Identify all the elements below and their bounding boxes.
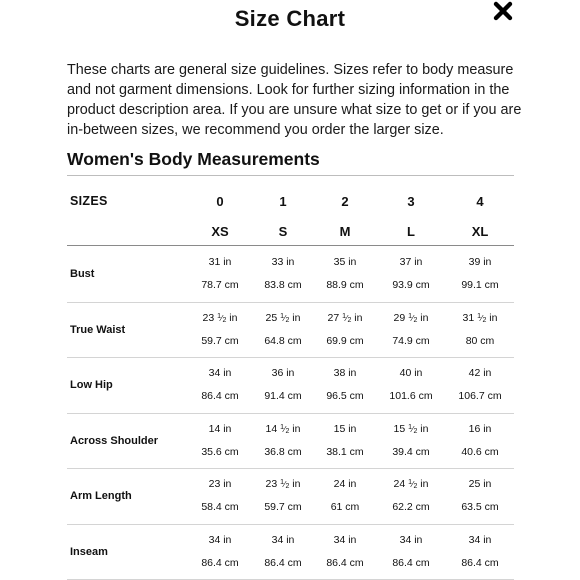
table-row-label: Bust — [70, 268, 95, 280]
measurement-cm: 86.4 cm — [326, 556, 364, 569]
measurement-inches: 34 in — [208, 533, 232, 546]
measurement-cm: 39.4 cm — [392, 445, 430, 458]
sizes-header-label: SIZES — [70, 194, 108, 208]
measurement-cm: 88.9 cm — [326, 279, 364, 291]
column-header-size-letter: S — [278, 224, 288, 239]
measurement-inches: 15 $^1⁄_2$ in — [393, 422, 429, 435]
measurement-inches: 14 in — [208, 422, 232, 435]
measurement-inches: 39 in — [468, 256, 492, 268]
measurement-cm: 74.9 cm — [392, 334, 430, 347]
row-divider — [67, 302, 514, 303]
measurement-inches: 34 in — [333, 533, 357, 546]
measurement-cm: 59.7 cm — [201, 334, 239, 347]
measurement-cm: 38.1 cm — [326, 445, 364, 458]
measurement-cm: 86.4 cm — [201, 556, 239, 569]
measurement-inches: 24 in — [333, 478, 357, 490]
measurement-cm: 101.6 cm — [389, 390, 433, 402]
size-guideline-text: These charts are general size guidelines. Sizes refer to body measure and not garment dimensions. Look for further sizing information in the product description area. If you are unsure what size to get or if you are in-between sizes, we recommend you order the larger size. — [67, 62, 522, 138]
measurement-inches: 25 in — [468, 478, 492, 490]
column-header-size-num: 1 — [279, 194, 287, 209]
measurement-inches: 34 in — [399, 533, 423, 546]
measurement-cm: 61 cm — [330, 501, 360, 513]
measurement-inches: 40 in — [399, 367, 423, 379]
column-header-size-letter: XL — [471, 224, 489, 239]
measurement-cm: 36.8 cm — [264, 445, 302, 458]
table-row-label: Arm Length — [70, 490, 132, 502]
measurement-inches: 42 in — [468, 367, 492, 379]
section-title: Women's Body Measurements — [67, 149, 320, 169]
measurement-inches: 23 in — [208, 478, 232, 490]
column-header-size-letter: L — [407, 224, 415, 239]
measurement-inches: 24 $^1⁄_2$ in — [393, 478, 429, 490]
measurement-inches: 38 in — [333, 367, 357, 379]
measurement-cm: 86.4 cm — [264, 556, 302, 569]
measurement-cm: 58.4 cm — [201, 501, 239, 513]
measurement-cm: 80 cm — [465, 334, 495, 347]
measurement-inches: 25 $^1⁄_2$ in — [265, 311, 301, 324]
measurement-inches: 31 $^1⁄_2$ in — [462, 311, 498, 324]
measurement-inches: 34 in — [271, 533, 295, 546]
measurement-cm: 59.7 cm — [264, 501, 302, 513]
measurement-inches: 35 in — [333, 256, 357, 268]
measurement-cm: 69.9 cm — [326, 334, 364, 347]
header-divider — [67, 245, 514, 246]
measurement-inches: 23 $^1⁄_2$ in — [202, 311, 238, 324]
table-row-label: Inseam — [70, 545, 108, 558]
measurement-cm: 64.8 cm — [264, 334, 302, 347]
measurement-cm: 86.4 cm — [392, 556, 430, 569]
column-header-size-num: 2 — [341, 194, 349, 209]
page-title: Size Chart — [234, 6, 346, 31]
table-row-label: Low Hip — [70, 379, 113, 391]
measurement-inches: 27 $^1⁄_2$ in — [327, 311, 363, 324]
measurement-inches: 31 in — [208, 256, 232, 268]
measurement-cm: 62.2 cm — [392, 501, 430, 513]
measurement-cm: 91.4 cm — [264, 390, 302, 402]
measurement-inches: 36 in — [271, 367, 295, 379]
row-divider — [67, 413, 514, 414]
measurement-cm: 78.7 cm — [201, 279, 239, 291]
measurement-inches: 34 in — [468, 533, 492, 546]
column-header-size-letter: M — [339, 224, 351, 239]
section-divider — [67, 175, 514, 176]
measurement-cm: 93.9 cm — [392, 279, 430, 291]
measurement-cm: 86.4 cm — [201, 390, 239, 402]
measurement-inches: 14 $^1⁄_2$ in — [265, 422, 301, 435]
column-header-size-num: 3 — [407, 194, 415, 209]
measurement-cm: 96.5 cm — [326, 390, 364, 402]
measurement-inches: 23 $^1⁄_2$ in — [265, 478, 301, 490]
row-divider — [67, 524, 514, 525]
column-header-size-letter: XS — [211, 224, 229, 239]
measurement-cm: 40.6 cm — [461, 445, 499, 458]
measurement-cm: 63.5 cm — [461, 501, 499, 513]
column-header-size-num: 4 — [476, 194, 484, 209]
measurement-cm: 99.1 cm — [461, 279, 499, 291]
measurement-inches: 16 in — [468, 422, 492, 435]
measurement-cm: 106.7 cm — [458, 390, 502, 402]
table-row-label: True Waist — [70, 323, 126, 336]
row-divider — [67, 468, 514, 469]
measurement-inches: 33 in — [271, 256, 295, 268]
close-button[interactable] — [490, 0, 516, 26]
table-row-label: Across Shoulder — [70, 434, 159, 447]
row-divider — [67, 357, 514, 358]
close-icon — [490, 0, 516, 26]
measurement-cm: 83.8 cm — [264, 279, 302, 291]
measurement-inches: 37 in — [399, 256, 423, 268]
measurement-inches: 15 in — [333, 422, 357, 435]
measurement-cm: 35.6 cm — [201, 445, 239, 458]
measurement-inches: 29 $^1⁄_2$ in — [393, 311, 429, 324]
column-header-size-num: 0 — [216, 194, 224, 209]
measurement-cm: 86.4 cm — [461, 556, 499, 569]
measurement-inches: 34 in — [208, 367, 232, 379]
